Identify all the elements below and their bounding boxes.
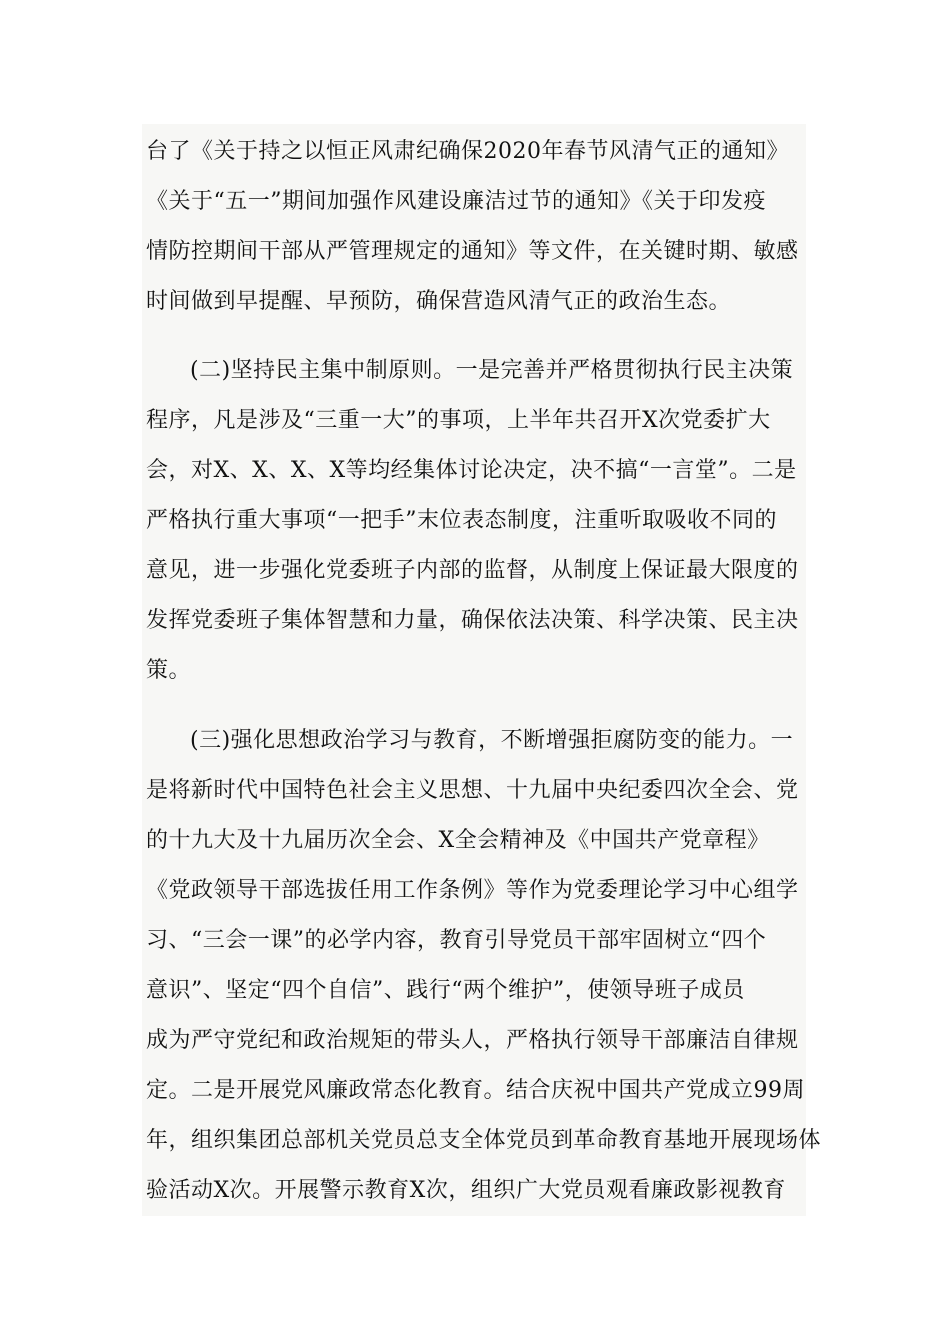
text-line: 策。	[146, 658, 192, 683]
paragraph-first-line: (二)坚持民主集中制原则。一是完善并严格贯彻执行民主决策	[190, 358, 794, 383]
text-line: 情防控期间干部从严管理规定的通知》等文件，在关键时期、敏感	[146, 239, 799, 264]
text-line: 会，对X、X、X、X等均经集体讨论决定，决不搞“一言堂”。二是	[146, 458, 797, 483]
text-line: 台了《关于持之以恒正风肃纪确保2020年春节风清气正的通知》	[146, 139, 789, 164]
text-line: 意见，进一步强化党委班子内部的监督，从制度上保证最大限度的	[146, 558, 799, 583]
paragraph-first-line: (三)强化思想政治学习与教育，不断增强拒腐防变的能力。一	[190, 728, 794, 753]
text-line: 程序，凡是涉及“三重一大”的事项，上半年共召开X次党委扩大	[146, 408, 771, 433]
text-line: 时间做到早提醒、早预防，确保营造风清气正的政治生态。	[146, 289, 732, 314]
text-line: 定。二是开展党风廉政常态化教育。结合庆祝中国共产党成立99周	[146, 1078, 805, 1103]
text-line: 习、“三会一课”的必学内容，教育引导党员干部牢固树立“四个	[146, 928, 767, 953]
document-body	[142, 124, 822, 1216]
text-line: 是将新时代中国特色社会主义思想、十九届中央纪委四次全会、党	[146, 778, 799, 803]
text-line: 严格执行重大事项“一把手”末位表态制度，注重听取吸收不同的	[146, 508, 777, 533]
text-line: 《党政领导干部选拔任用工作条例》等作为党委理论学习中心组学	[146, 878, 799, 903]
text-line: 意识”、坚定“四个自信”、践行“两个维护”，使领导班子成员	[146, 978, 745, 1003]
text-line: 《关于“五一”期间加强作风建设廉洁过节的通知》《关于印发疫	[146, 189, 766, 214]
text-line: 成为严守党纪和政治规矩的带头人，严格执行领导干部廉洁自律规	[146, 1028, 799, 1053]
text-line: 的十九大及十九届历次全会、X全会精神及《中国共产党章程》	[146, 828, 770, 853]
text-line: 验活动X次。开展警示教育X次，组织广大党员观看廉政影视教育	[146, 1178, 786, 1203]
text-line: 年，组织集团总部机关党员总支全体党员到革命教育基地开展现场体	[146, 1128, 822, 1153]
text-line: 发挥党委班子集体智慧和力量，确保依法决策、科学决策、民主决	[146, 608, 799, 633]
